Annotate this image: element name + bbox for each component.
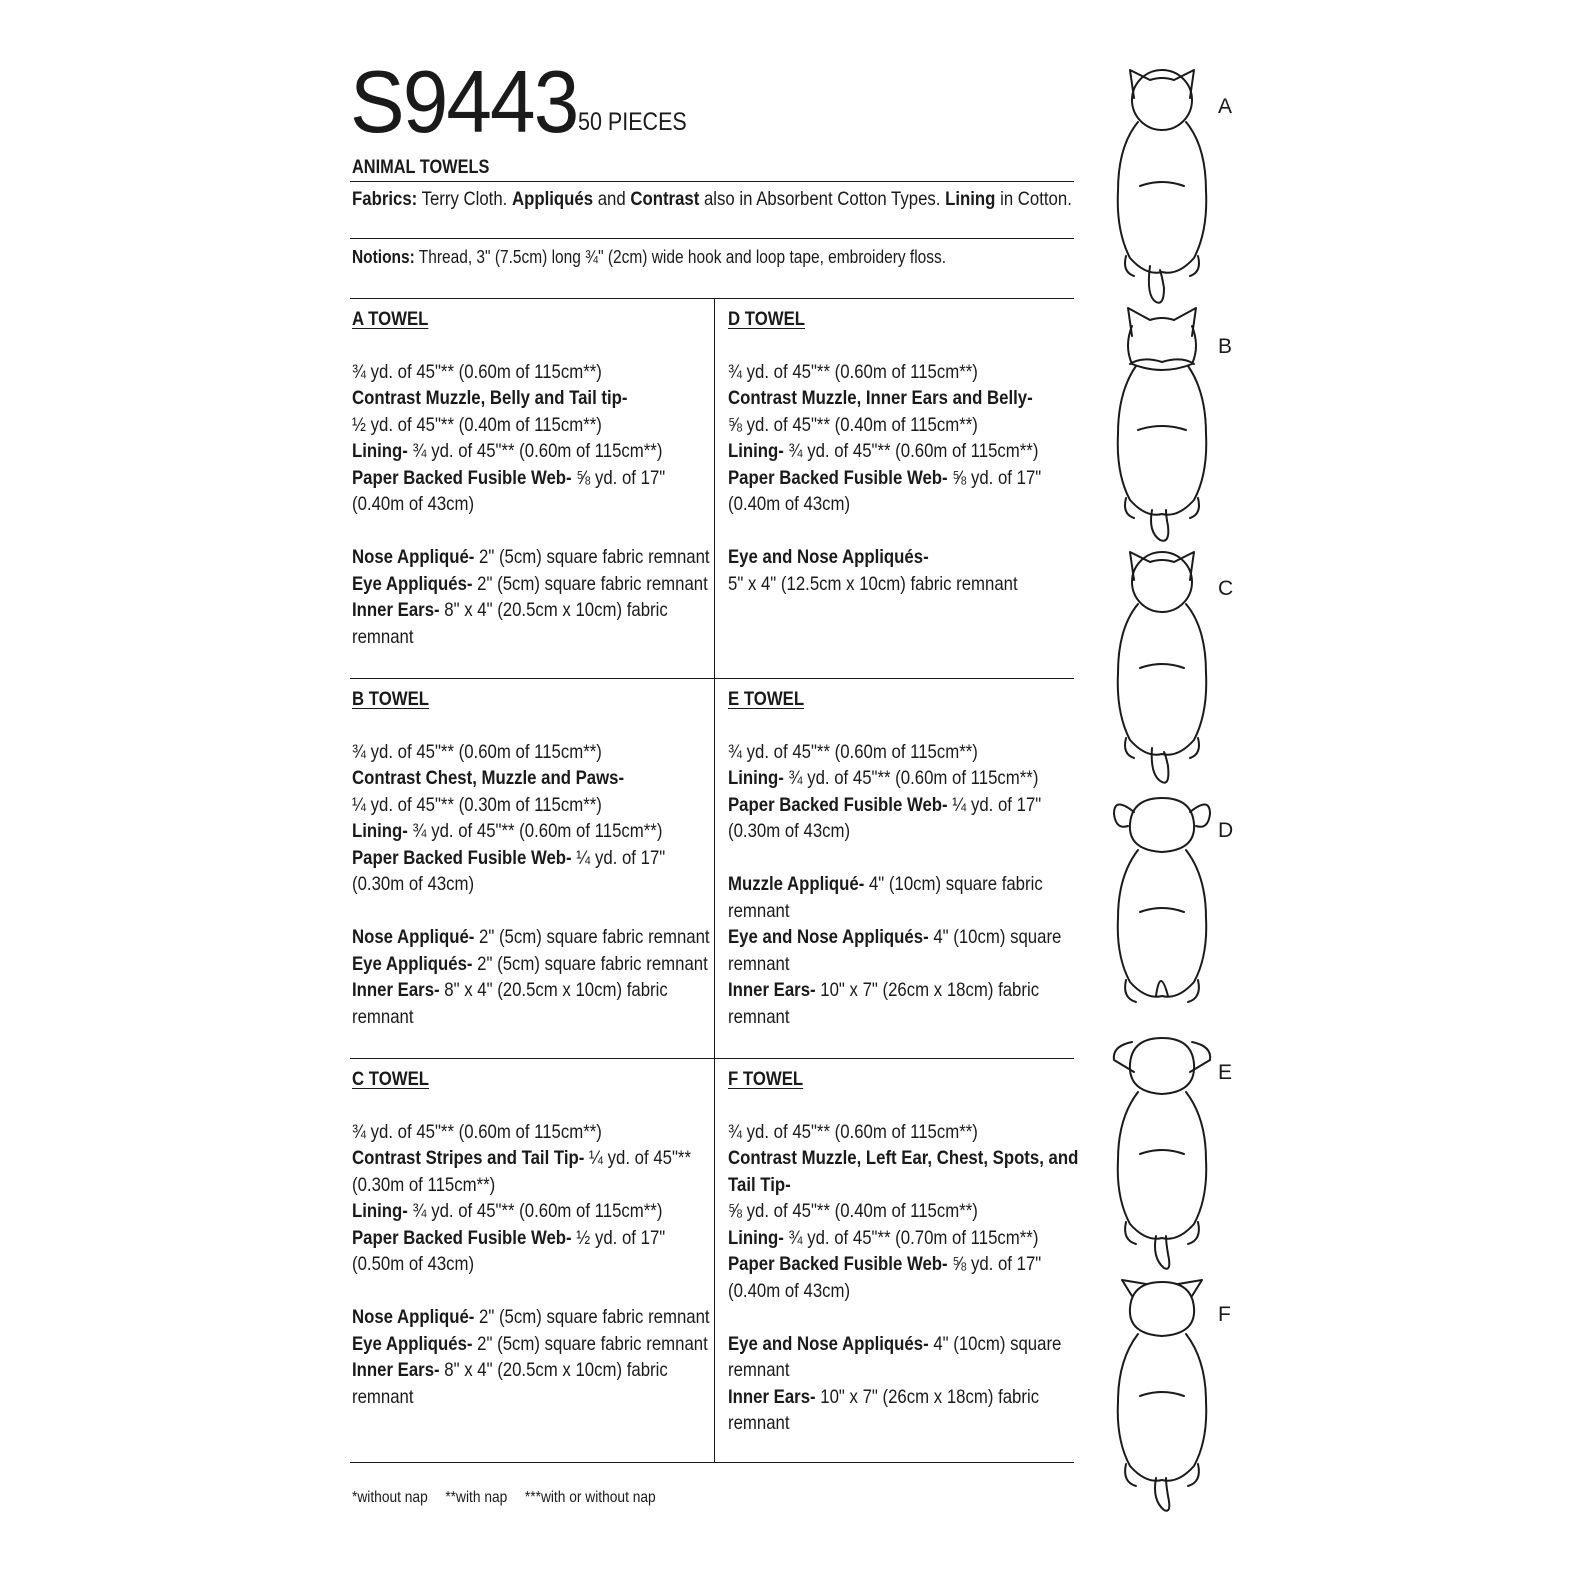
fabrics-line (352, 190, 1072, 210)
req-line: (0.50m of 43cm) (352, 1253, 475, 1275)
req-value: ⅝ yd. of 17" (571, 466, 666, 489)
req-line (352, 765, 722, 792)
req-line: (0.40m of 43cm) (728, 493, 851, 515)
req-label: Lining- (728, 767, 784, 789)
req-line: remnant (352, 1005, 414, 1028)
req-line: remnant (728, 1359, 790, 1381)
req-label: Contrast Muzzle, Belly and Tail tip- (352, 387, 628, 409)
fabrics-bold: Appliqués (512, 188, 594, 210)
req-line (352, 1304, 722, 1331)
req-value: 4" (10cm) square (928, 926, 1062, 948)
towel-a-requirements (352, 306, 722, 650)
req-line: ⅝ yd. of 45"** (0.40m of 115cm**) (728, 413, 978, 436)
fabrics-bold: Lining (945, 188, 996, 210)
req-label: Eye and Nose Appliqués- (728, 926, 929, 948)
req-label: Contrast Muzzle, Left Ear, Chest, Spots, and (728, 1147, 1079, 1169)
view-e-drawing (1112, 1032, 1242, 1272)
req-line: (0.30m of 115cm**) (352, 1173, 496, 1196)
view-b-drawing (1112, 306, 1242, 546)
req-line (352, 845, 722, 872)
view-d-drawing (1112, 790, 1242, 1030)
req-line: remnant (728, 1412, 790, 1434)
req-label: Inner Ears- (352, 1359, 440, 1381)
req-value: ¾ yd. of 45"** (0.60m of 115cm**) (407, 1200, 663, 1222)
req-label: Lining- (352, 820, 408, 842)
req-line (728, 544, 1098, 571)
req-label: Nose Appliqué- (352, 546, 475, 568)
req-line (728, 1225, 1098, 1252)
req-label: Lining- (352, 1200, 408, 1222)
req-line: (0.40m of 43cm) (352, 493, 475, 515)
req-value: 4" (10cm) square (928, 1332, 1062, 1355)
req-line: ¾ yd. of 45"** (0.60m of 115cm**) (352, 1120, 602, 1143)
req-value: 10" x 7" (26cm x 18cm) fabric (815, 1385, 1040, 1408)
req-value: ¼ yd. of 17" (571, 846, 666, 869)
req-line (728, 1331, 1098, 1358)
req-value: 2" (5cm) square fabric remnant (472, 952, 708, 975)
req-line: ¾ yd. of 45"** (0.60m of 115cm**) (728, 740, 978, 763)
footnote-without-nap: *without nap (352, 1489, 428, 1506)
divider (350, 181, 1074, 182)
towel-d-requirements (728, 306, 1098, 597)
fabrics-label: Fabrics: (352, 188, 418, 210)
req-line (352, 465, 722, 492)
req-line: (0.30m of 43cm) (728, 820, 851, 842)
req-value: ⅝ yd. of 17" (947, 466, 1042, 489)
req-line (728, 465, 1098, 492)
req-line: (0.40m of 43cm) (728, 1279, 851, 1302)
towel-e-requirements (728, 686, 1098, 1030)
req-label: Contrast Muzzle, Inner Ears and Belly- (728, 387, 1033, 409)
req-line (352, 951, 722, 978)
req-line (728, 765, 1098, 792)
req-line (728, 977, 1098, 1004)
req-line (352, 977, 722, 1004)
req-line (352, 597, 722, 624)
towel-b-requirements (352, 686, 722, 1030)
req-label: Contrast Stripes and Tail Tip- (352, 1147, 585, 1169)
view-letter: D (1218, 819, 1234, 842)
req-label: Eye Appliqués- (352, 1332, 473, 1355)
towel-f-requirements (728, 1066, 1098, 1437)
req-label: Paper Backed Fusible Web- (728, 1253, 948, 1275)
req-line: ¾ yd. of 45"** (0.60m of 115cm**) (728, 1120, 978, 1143)
req-value: ⅝ yd. of 17" (947, 1253, 1042, 1275)
req-line (728, 871, 1098, 898)
req-label: Lining- (352, 440, 408, 462)
view-letter: A (1218, 95, 1233, 118)
req-line (352, 438, 722, 465)
req-line: remnant (728, 952, 790, 975)
req-line (728, 385, 1098, 412)
towel-c-requirements (352, 1066, 722, 1410)
table-top-rule (350, 298, 1074, 299)
req-line: ¾ yd. of 45"** (0.60m of 115cm**) (352, 740, 602, 763)
fabrics-bold: Contrast (630, 188, 700, 210)
product-title: ANIMAL TOWELS (352, 157, 490, 178)
req-line (352, 1225, 722, 1252)
req-label: Nose Appliqué- (352, 926, 475, 948)
req-value: 2" (5cm) square fabric remnant (474, 546, 710, 568)
req-value: 2" (5cm) square fabric remnant (474, 1306, 710, 1328)
req-line (728, 924, 1098, 951)
view-c-drawing (1112, 548, 1242, 788)
req-line (728, 1172, 1098, 1199)
footnote-with-nap: **with nap (445, 1489, 508, 1506)
divider (350, 238, 1074, 239)
footnote-with-or-without-nap: ***with or without nap (524, 1489, 656, 1506)
req-line: 5" x 4" (12.5cm x 10cm) fabric remnant (728, 572, 1018, 595)
fabrics-text: in Cotton. (995, 188, 1072, 210)
view-f-drawing (1112, 1274, 1242, 1514)
req-value: 2" (5cm) square fabric remnant (474, 926, 710, 948)
req-line: ¾ yd. of 45"** (0.60m of 115cm**) (728, 360, 978, 383)
req-line (728, 792, 1098, 819)
req-line: ⅝ yd. of 45"** (0.40m of 115cm**) (728, 1200, 978, 1222)
req-line: ¾ yd. of 45"** (0.60m of 115cm**) (352, 360, 602, 383)
req-line (352, 1198, 722, 1225)
piece-count: 50 PIECES (578, 108, 687, 136)
req-label: Paper Backed Fusible Web- (728, 466, 948, 489)
fabrics-text: also in Absorbent Cotton Types. (699, 188, 946, 210)
fabrics-text: and (593, 188, 631, 210)
req-value: ½ yd. of 17" (571, 1226, 666, 1249)
req-label: Inner Ears- (352, 599, 440, 621)
req-label: Eye Appliqués- (352, 572, 473, 595)
req-line (728, 438, 1098, 465)
req-value: ¾ yd. of 45"** (0.60m of 115cm**) (783, 767, 1039, 789)
towel-f-heading: F TOWEL (728, 1068, 804, 1090)
view-letter: E (1218, 1061, 1233, 1084)
req-label: Eye and Nose Appliqués- (728, 1332, 929, 1355)
req-label: Lining- (728, 440, 784, 462)
req-value: 8" x 4" (20.5cm x 10cm) fabric (439, 1359, 668, 1381)
notions-label: Notions: (352, 247, 415, 267)
view-letter: C (1218, 577, 1234, 600)
req-value: ¼ yd. of 17" (947, 793, 1042, 816)
req-line (352, 818, 722, 845)
notions-text: Thread, 3" (7.5cm) long ¾" (2cm) wide hook and loop tape, embroidery floss. (414, 247, 947, 267)
req-label: Paper Backed Fusible Web- (352, 846, 572, 869)
req-label: Eye Appliqués- (352, 952, 473, 975)
req-line (352, 1357, 722, 1384)
req-value: ¾ yd. of 45"** (0.60m of 115cm**) (407, 440, 663, 462)
table-row-rule (350, 678, 1074, 679)
req-label: Inner Ears- (728, 1385, 816, 1408)
req-line: ¼ yd. of 45"** (0.30m of 115cm**) (352, 793, 602, 816)
view-a-drawing (1112, 66, 1242, 306)
req-line (352, 544, 722, 571)
req-label: Nose Appliqué- (352, 1306, 475, 1328)
req-label: Muzzle Appliqué- (728, 873, 865, 895)
req-value: 8" x 4" (20.5cm x 10cm) fabric (439, 599, 668, 621)
towel-e-heading: E TOWEL (728, 688, 805, 710)
req-value: 4" (10cm) square fabric (864, 873, 1043, 895)
req-line: remnant (728, 899, 790, 922)
towel-a-heading: A TOWEL (352, 308, 429, 330)
req-label: Tail Tip- (728, 1173, 791, 1196)
req-line: ½ yd. of 45"** (0.40m of 115cm**) (352, 413, 602, 436)
req-label: Paper Backed Fusible Web- (352, 466, 572, 489)
req-value: ¾ yd. of 45"** (0.70m of 115cm**) (783, 1226, 1039, 1249)
view-letter: F (1218, 1303, 1231, 1326)
req-value: 10" x 7" (26cm x 18cm) fabric (815, 979, 1040, 1001)
req-line (352, 924, 722, 951)
req-value: ¾ yd. of 45"** (0.60m of 115cm**) (783, 440, 1039, 462)
pattern-number: S9443 (350, 52, 578, 151)
view-letter: B (1218, 335, 1233, 358)
req-line (728, 1384, 1098, 1411)
table-bottom-rule (350, 1462, 1074, 1463)
req-value: 2" (5cm) square fabric remnant (472, 1332, 708, 1355)
req-line (352, 1145, 722, 1172)
nap-footnotes (352, 1490, 669, 1506)
req-value: 2" (5cm) square fabric remnant (472, 572, 708, 595)
req-line (352, 571, 722, 598)
towel-b-heading: B TOWEL (352, 688, 430, 710)
req-line (728, 1251, 1098, 1278)
req-label: Inner Ears- (728, 979, 816, 1001)
req-line (352, 385, 722, 412)
req-label: Inner Ears- (352, 979, 440, 1001)
req-label: Paper Backed Fusible Web- (352, 1226, 572, 1249)
req-value: 8" x 4" (20.5cm x 10cm) fabric (439, 979, 668, 1001)
req-label: Contrast Chest, Muzzle and Paws- (352, 767, 625, 789)
notions-line (352, 248, 946, 266)
towel-d-heading: D TOWEL (728, 308, 806, 330)
req-line: (0.30m of 43cm) (352, 873, 475, 895)
table-row-rule (350, 1058, 1074, 1059)
req-line (352, 1331, 722, 1358)
req-value: ¼ yd. of 45"** (584, 1147, 691, 1169)
req-line (728, 1145, 1098, 1172)
req-line: remnant (352, 1385, 414, 1408)
req-line: remnant (728, 1005, 790, 1028)
fabrics-text: Terry Cloth. (417, 188, 513, 210)
req-label: Lining- (728, 1226, 784, 1249)
req-line: remnant (352, 625, 414, 648)
req-label: Paper Backed Fusible Web- (728, 793, 948, 816)
towel-c-heading: C TOWEL (352, 1068, 430, 1090)
req-label: Eye and Nose Appliqués- (728, 546, 929, 568)
req-value: ¾ yd. of 45"** (0.60m of 115cm**) (407, 820, 663, 842)
